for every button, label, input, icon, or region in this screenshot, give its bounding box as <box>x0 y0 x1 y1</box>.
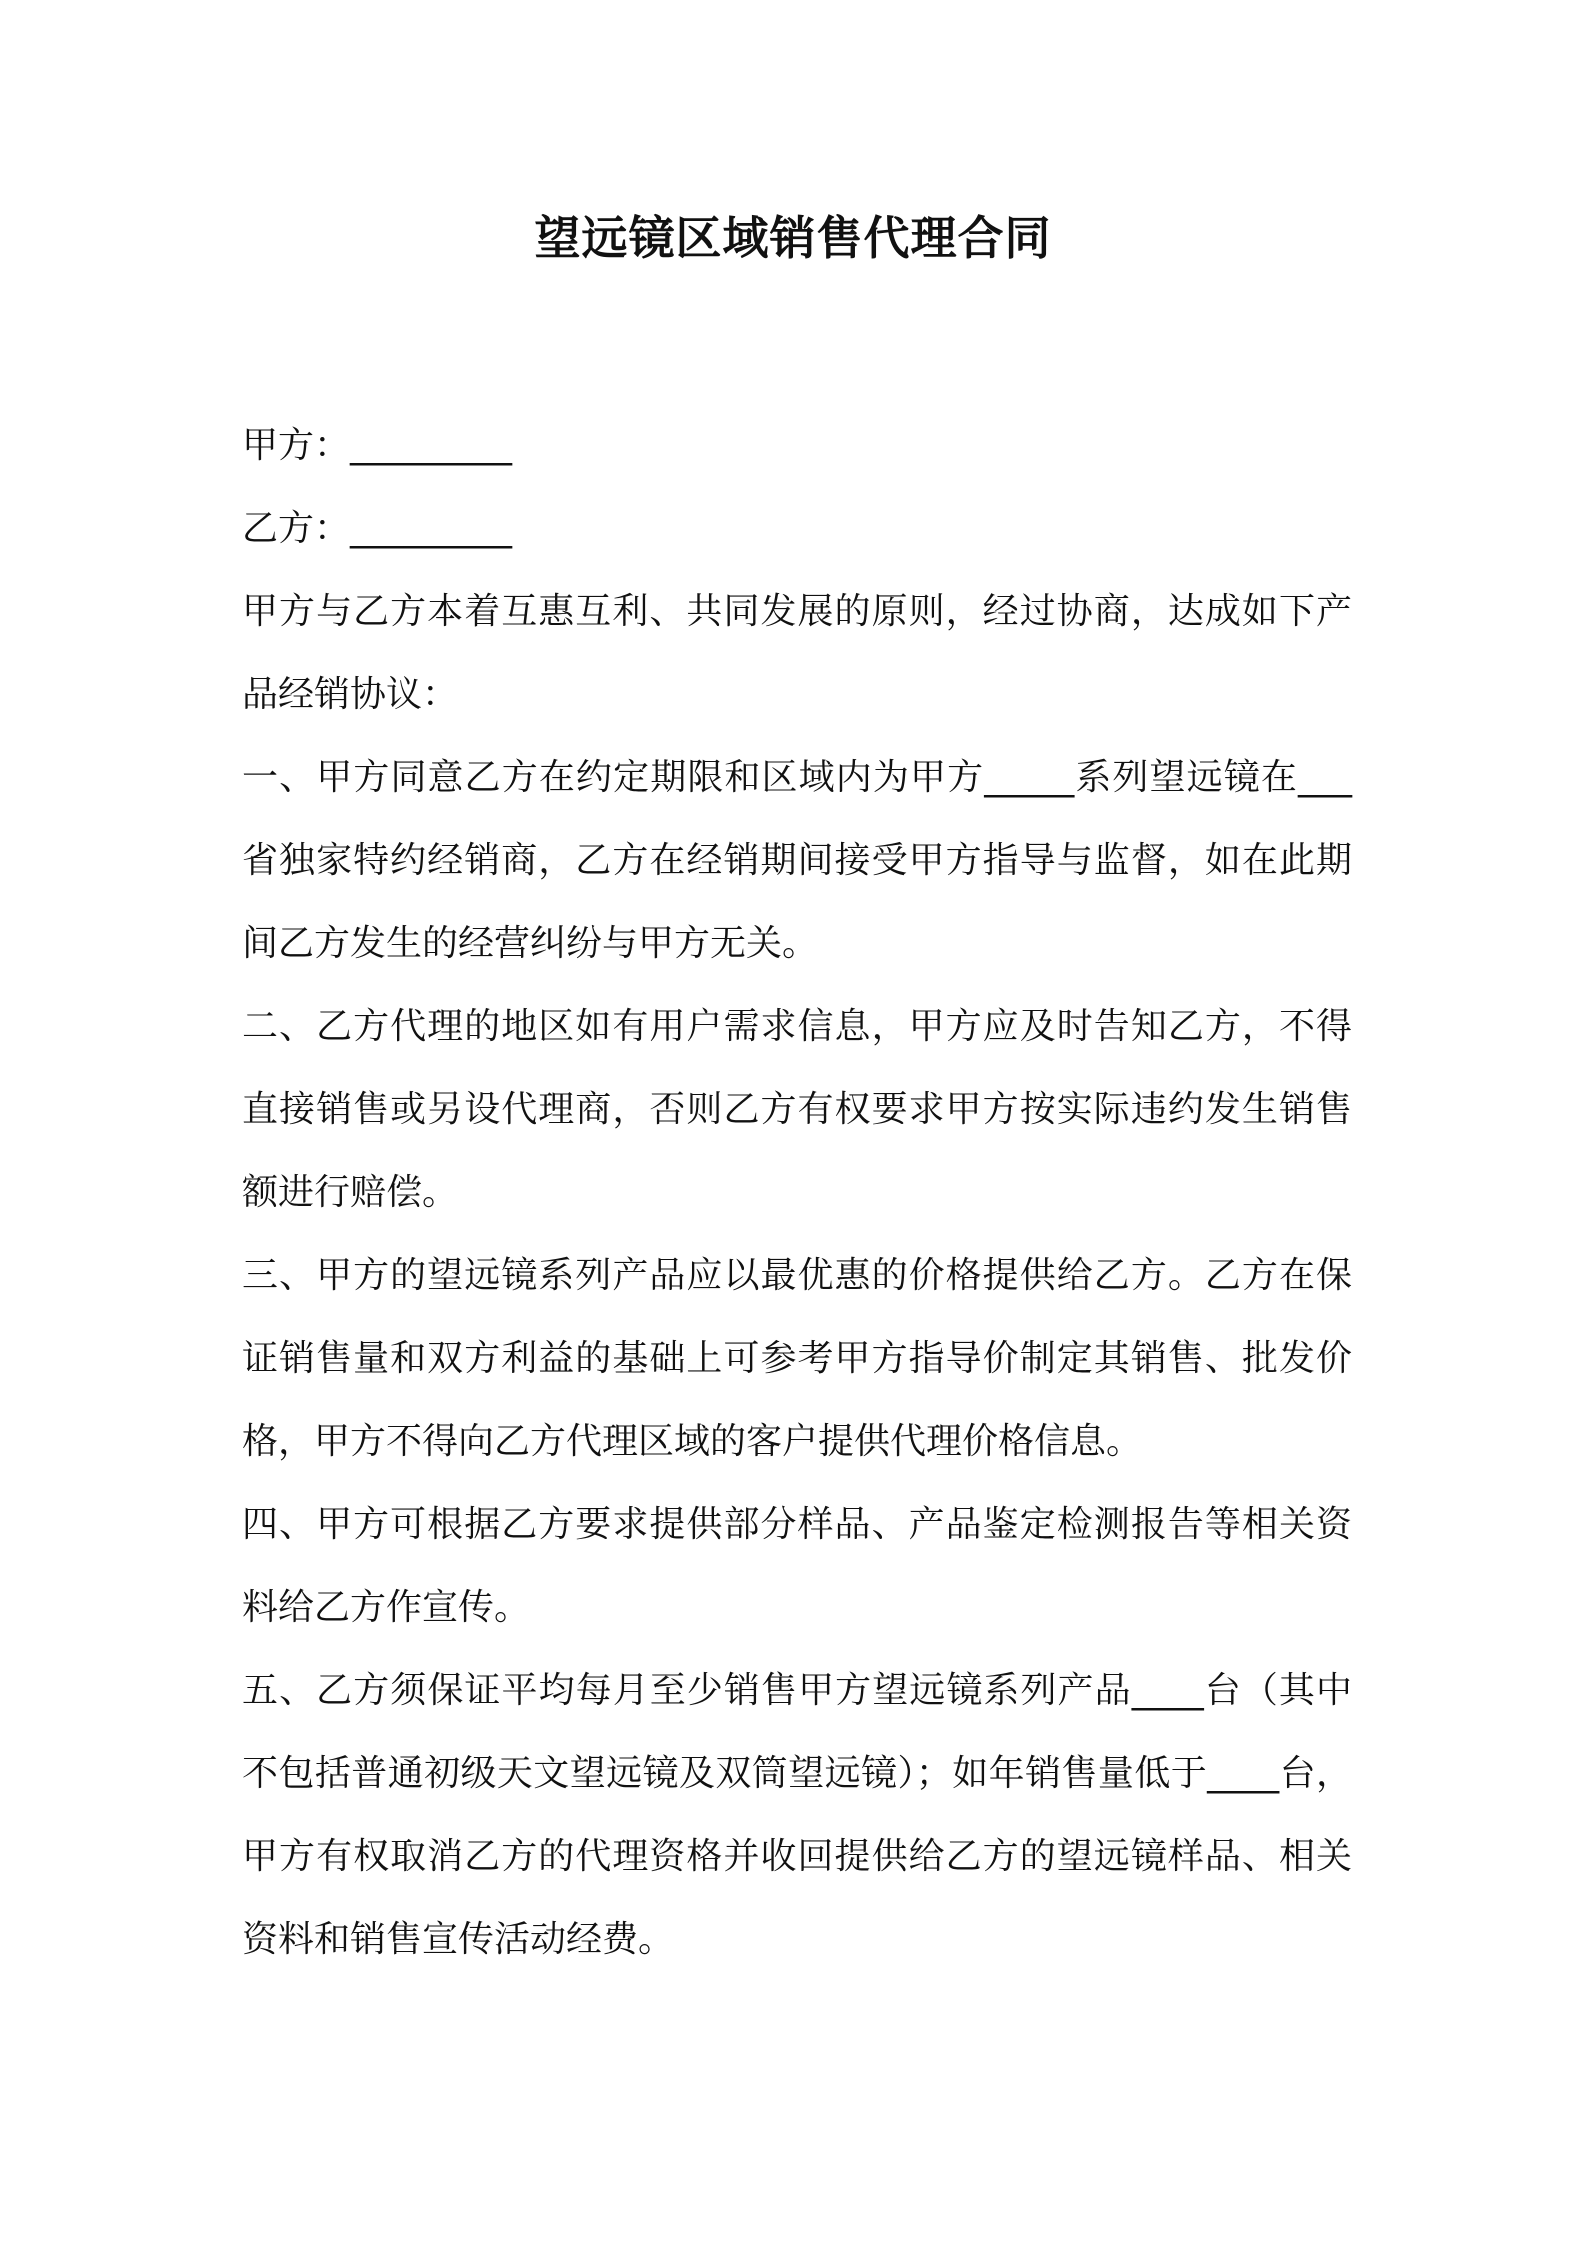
party-b-line <box>242 487 1352 570</box>
clause-5: 五、乙方须保证平均每月至少销售甲方望远镜系列产品____台（其中不包括普通初级天文望远镜及双筒望远镜）；如年销售量低于____台，甲方有权取消乙方的代理资格并收回提供给乙方的望远镜样品、相关资料和销售宣传活动经费。 <box>242 1670 1352 1960</box>
party-b-blank: _________ <box>350 508 513 549</box>
party-b-label: 乙方： <box>242 508 351 549</box>
document-title: 望远镜区域销售代理合同 <box>534 211 1052 265</box>
intro-paragraph: 甲方与乙方本着互惠互利、共同发展的原则，经过协商，达成如下产品经销协议： <box>242 591 1352 715</box>
document-body <box>242 404 1352 1981</box>
party-a-blank: _________ <box>350 425 513 466</box>
party-a-line <box>242 404 1352 487</box>
party-a-label: 甲方： <box>242 425 351 466</box>
clause-2: 二、乙方代理的地区如有用户需求信息，甲方应及时告知乙方，不得直接销售或另设代理商，否则乙方有权要求甲方按实际违约发生销售额进行赔偿。 <box>242 1006 1352 1213</box>
clause-1: 一、甲方同意乙方在约定期限和区域内为甲方_____系列望远镜在___省独家特约经销商，乙方在经销期间接受甲方指导与监督，如在此期间乙方发生的经营纠纷与甲方无关。 <box>242 757 1352 964</box>
clause-4: 四、甲方可根据乙方要求提供部分样品、产品鉴定检测报告等相关资料给乙方作宣传。 <box>242 1504 1352 1628</box>
clause-3: 三、甲方的望远镜系列产品应以最优惠的价格提供给乙方。乙方在保证销售量和双方利益的基础上可参考甲方指导价制定其销售、批发价格，甲方不得向乙方代理区域的客户提供代理价格信息。 <box>242 1255 1352 1462</box>
